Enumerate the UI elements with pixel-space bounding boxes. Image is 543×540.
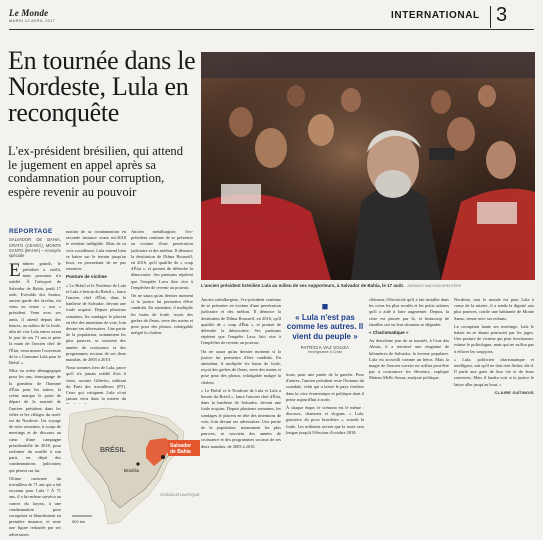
paragraph: Ancien métallurgiste, l'ex-président continue de se présenter en victime d'une persécution judiciaire et des médias. Il dénonce la destitution de Dilma Rousseff, en 2016, qu'il qualifie de « coup d'État », et promet de défendre la démocratie. Ses partisans répètent que l'enquête Lava Jato vise à l'empêcher de revenir au pouvoir. [131, 229, 193, 290]
text-column-3 [131, 229, 193, 401]
text-column-6 [454, 297, 534, 531]
paragraph: Nous sommes fiers de Lula, parce qu'il n'a jamais oublié d'où il vient, raconte Gilberto, militant du Parti des travailleurs (PT). Ceux qui critiquent Lula n'ont jamais vécu dans la misère du [66, 365, 126, 402]
page-separator [490, 6, 491, 28]
pull-quote-author: PATRÍCIA VAZ SOUZA [300, 345, 350, 351]
paragraph: « Lula, politicien charismatique et intelligent, sait qu'il ne doit rien lâcher, dit-il. Il parle aux gens de leur vie et de leurs souvenirs. Mais il faudra voir si la justice le laisse aller jusqu'au bout. » [454, 356, 534, 387]
brasilia-marker [136, 462, 139, 465]
page-number: 3 [496, 4, 508, 26]
paragraph: tions, pour une partie de la gauche. Pour d'autres, l'ancien président reste l'homme du scandale, celui qui a laissé le pays s'enliser dans la crise économique et politique dont il peine aujourd'hui à sortir. [286, 372, 364, 402]
pull-quote [286, 302, 364, 354]
quote-mark-icon: ■ [321, 301, 329, 313]
paragraph: Mise en scène démagogique pour les uns, témoignage de la grandeur de l'homme d'État pour les autres, la scène marque le point de départ de la tournée de l'ancien président dans les villes et les villages du nord-est du Nordeste. Un voyage de trois semaines, à coups de meetings et de discours au cœur d'une campagne présidentielle de 2018, pour redonner du souffle à son parti, en dépit des condamnations judiciaires qui pèsent sur lui. [9, 368, 61, 473]
article-photo [201, 52, 535, 280]
text-column-2 [66, 229, 126, 401]
paragraph: Ancien métallurgiste, l'ex-président continue de se présenter en victime d'une persécution judiciaire et des médias. Il dénonce la destitution de Dilma Rousseff, en 2016, qu'il qualifie de « coup d'État », et promet de défendre la démocratie. Ses partisans répètent que l'enquête Lava Jato vise à l'empêcher de revenir au pouvoir. [201, 297, 281, 346]
paragraph: Nordeste, tout le monde est pour Lula à cause de la misère, il a rendu la dignité aux plus pauvres, confie une habitante de Monte Santo, venue avec ses enfants. [454, 297, 534, 321]
text-column-4 [201, 297, 281, 531]
paragraph: chômeur, l'électricité qu'il a fait installer dans les coins les plus reculés et les petits salaires qu'il a aidé à faire augmenter. Depuis, la crise est passée par là, et beaucoup de familles ont vu leur situation se dégrader. [369, 297, 449, 327]
paragraph: La corruption hante ses meetings. Lula le balaie en se disant poursuivi par les juges. Une posture de victime qui peut fonctionner, estime le politologue, mais qui ne suffira pas à effacer les soupçons. [454, 323, 534, 354]
map-scale-label: 500 km [72, 519, 86, 524]
photo-credit: ADRIANO MACHADO/REUTERS [407, 284, 462, 288]
brazil-map [64, 404, 200, 526]
map-city-brasilia: Brasília [124, 468, 140, 473]
paragraph: À chaque étape, le scénario est le même : discours, chansons et slogans. « Lula, guerreiro do povo brasileiro », scande la foule. Les militants savent que la route sera longue jusqu'à l'élection d'octobre 2018. [286, 405, 364, 435]
issue-date: MARDI 12 AVRIL 2017 [9, 18, 56, 23]
map-city-salvador-2: de Bahia [170, 449, 191, 455]
masthead-logo: Le Monde [9, 8, 49, 18]
map-ocean-label: OCÉAN ATLANTIQUE [160, 492, 200, 497]
pull-quote-role: enseignante à Crato [307, 350, 343, 355]
map-country-label: BRÉSIL [100, 447, 126, 454]
author-signature: CLAIRE GATINOIS [494, 389, 534, 395]
paragraph: Au deuxième jour de sa tournée, à Cruz das Almas, il a retrouvé une vingtaine de kilomètres de Salvador, la ferveur populaire. Lula est accueilli comme un héros. Mais la magie de l'ancien ouvrier ne suffira peut-être pas à convaincre les électeurs, explique Mateus Mello Souza, analyste politique. [369, 338, 449, 381]
pull-quote-text: « Lula n'est pas comme les autres. Il vient du peuple » [286, 313, 364, 341]
drop-cap: E [9, 259, 21, 281]
crowd-photo-illustration [201, 52, 535, 280]
paragraph: On ne saura qu'au dernier moment si la justice lui permettra d'être candidat. En attendant, il multiplie les bains de foule, reçoit des gerbes de fleurs, serre des mains et pose pour des photos, infatigable malgré la chaleur. [131, 293, 193, 336]
map-city-salvador: Salvador [170, 443, 192, 449]
text-column-4b [286, 372, 364, 530]
article-headline: En tournée dans le Nordeste, Lula en reconquête [8, 46, 196, 127]
paragraph: « Le Brésil et le Nordeste de Lula et Lula a besoin du Brésil », lance l'ancien chef d'État, dans la banlieue de Salvador, devant une foule acquise. Depuis plusieurs semaines, les sondages le placent en tête des intentions de vote, loin devant ses adversaires. Une partie de la population, notamment les plus pauvres, se souvient des années de croissance et des programmes sociaux de ses deux mandats, de 2003 à 2010. [201, 387, 281, 449]
subheading: Posture de victime [66, 274, 107, 280]
paragraph: « Le Brésil et le Nordeste de Lula et Lula a besoin du Brésil », lance l'ancien chef d'État, dans la banlieue de Salvador, devant une foule acquise. Depuis plusieurs semaines, les sondages le placent en tête des intentions de vote, loin devant ses adversaires. Une partie de la population, notamment les plus pauvres, se souvient des années de croissance et des programmes sociaux de ses deux mandats, de 2003 à 2010. [66, 282, 126, 363]
article-kicker: REPORTAGE [9, 228, 53, 235]
salvador-marker [161, 455, 165, 459]
masthead-rule [9, 29, 534, 30]
article-dateline: SALVADOR DE BAHIA, CRATO (CEARÁ), MONTE SANTO (BAHIA) – envoyée spéciale [9, 237, 61, 259]
article-standfirst: L'ex-président brésilien, qui attend le jugement en appel après sa condamnation pour corruption, espère revenir au pouvoir [8, 144, 184, 199]
subheading: « Charismatique » [369, 330, 409, 336]
paragraph: mation de sa condamnation en seconde instance avant mi-2018 le rendrait inéligible. Mais de sa voix rocailleuse, Lula entend bien se battre sur le terrain jusqu'au bout, en promettant de ne pas renoncer. [66, 229, 126, 272]
photo-caption [201, 283, 535, 290]
section-title: INTERNATIONAL [391, 10, 480, 21]
text-column-5 [369, 297, 449, 531]
paragraph-text: mbien grandi, le président a vieilli, mais personne n'a oublié. À l'aéroport de Salvador de Bahia, jeudi 17 août, Everaldo dos Santos, ancien garde des favelas, est venu en tenue « son » président. Venu avec ses amis, il attend depuis des heures, au milieu de la foule, afin de voir Lula entrer avant le jour de ses 71 ans et prier la main de l'ancien chef de l'État, venu mener l'ouverture de la « Caravane Lula pour le Brésil ». [9, 260, 61, 366]
paragraph: On ne saura qu'au dernier moment si la justice lui permettra d'être candidat. En attendant, il multiplie les bains de foule, reçoit des gerbes de fleurs, serre des mains et pose pour des photos, infatigable malgré la chaleur. [201, 348, 281, 385]
paragraph [9, 261, 61, 366]
text-column-1 [9, 229, 61, 540]
paragraph: Ultime caravane du travailleur de 71 ans qui a été reconnu pour Lula ? À 71 ans, il a lui-même survécu au cancer du larynx, à une condamnation pour corruption et blanchiment en première instance, et reste une figure redoutée par ses adversaires. [9, 475, 61, 537]
caption-text: L'ancien président brésilien Lula au milieu de ses supporteurs, à Salvador de Bahia, le 17 août. [201, 283, 405, 288]
